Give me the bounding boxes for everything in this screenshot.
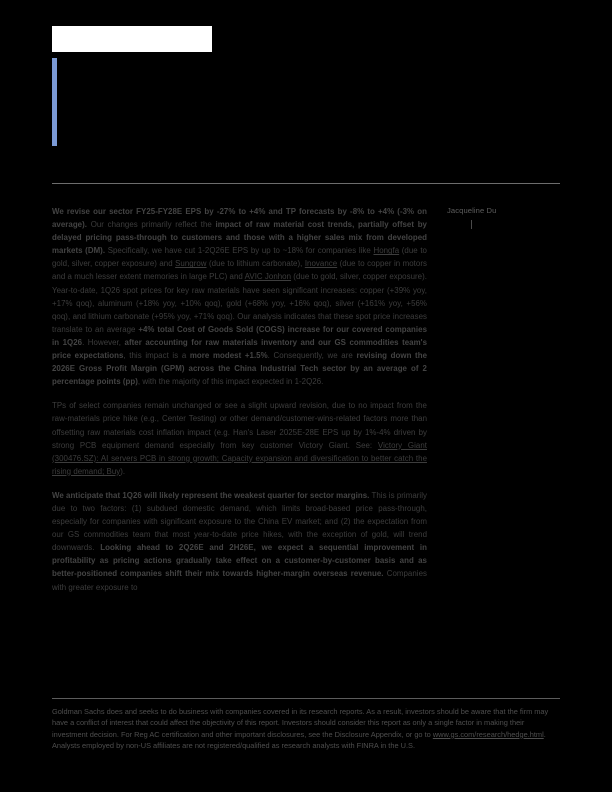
p1-run-7: (due to lithium carbonate), xyxy=(206,259,305,269)
header-divider xyxy=(52,183,560,184)
footer-link-1[interactable]: www.gs.com/research/hedge.html xyxy=(432,729,544,739)
p1-emphasis-14: after accounting for raw materials inventory and our GS commodities team's price expectations xyxy=(52,337,428,361)
p3-emphasis-2: Looking ahead to 2Q26E and 2H26E, we expect a sequential improvement in profitability as pricing actions gradually take effect on a customer-by-customer basis and as better-positioned companies shift their mix towards higher-margin overseas revenue. xyxy=(52,543,427,579)
p1-emphasis-0: We revise our sector FY25-FY28E EPS by -27% to +4% and TP forecasts by -8% to +4% (-3% on average). xyxy=(52,207,427,230)
p1-emphasis-16: more modest +1.5% xyxy=(189,351,268,361)
body-column xyxy=(52,205,427,605)
footer-run-0: Goldman Sachs does and seeks to do business with companies covered in its research reports. As a result, investors should be aware that the firm may have a conflict of interest that could affect the objectivity of this report. Investors should consider this report as only a single factor in making their investment decision. For Reg AC certification and other important disclosures, see the Disclosure Appendix, or go to xyxy=(52,707,549,739)
p1-run-1: Our changes primarily reflect the xyxy=(87,220,216,230)
p3-run-3: Companies with greater exposure to xyxy=(52,569,427,592)
p1-run-11: (due to gold, silver, copper exposure). Year-to-date, 1Q26 spot prices for key raw materials have seen significant increases: copper (+39% yoy, +17% qoq), aluminum (+18% yoy, +10% qoq), gold (+68% yoy, +16% qoq), silver (+161% yoy, +56% qoq), and lithium carbonate (+95% yoy, +71% qoq). Our analysis indicates that these spot price increases translate to an average xyxy=(52,272,427,334)
p1-emphasis-2: impact of raw material cost trends, partially offset by delayed pricing pass-through to customers and those with a higher sales mix from developed markets (DM). xyxy=(52,220,427,256)
footer-run-2: . Analysts employed by non-US affiliates are not registered/qualified as research analysts with FINRA in the U.S. xyxy=(52,729,546,751)
paragraph-3 xyxy=(52,489,427,594)
paragraph-2 xyxy=(52,399,427,478)
p1-emphasis-18: revising down the 2026E Gross Profit Margin (GPM) across the China Industrial Tech sector by an average of 2 percentage points (pp) xyxy=(52,351,427,387)
p1-run-13: . However, xyxy=(82,337,125,347)
p2-run-2: ). xyxy=(120,466,126,476)
footer-divider xyxy=(52,698,560,699)
p1-link-10[interactable]: AVIC Jonhon xyxy=(244,272,292,282)
p1-run-15: , this impact is a xyxy=(123,351,190,361)
p1-link-8[interactable]: Inovance xyxy=(304,259,338,269)
p1-run-3: Specifically, we have cut 1-2Q26E EPS by up to ~18% for companies like xyxy=(105,246,374,256)
p2-run-0: TPs of select companies remain unchanged or see a slight upward revision, due to no impact from the raw-materials price hike (e.g., Center Testing) or other demand/customer-wins-related factors more than offsetting raw materials cost inflation impact (e.g. Han's Laser 2025E-28E EPS up by 1%-4% driven by strong PCB equipment demand especially from key customer Victory Giant. See: xyxy=(52,401,427,450)
p3-emphasis-0: We anticipate that 1Q26 will likely represent the weakest quarter for sector margins. xyxy=(52,490,370,500)
p3-run-1: This is primarily due to two factors: (1) subdued domestic demand, which limits broad-based price pass-through, especially for companies with significant exposure to the China EV market; and (2) the expectation from our GS commodities team that most year-to-date price hikes, with the exception of gold, will trend downwards. xyxy=(52,490,427,553)
p2-link-1[interactable]: Victory Giant (300476.SZ): AI servers PCB in strong growth; Capacity expansion and diversification to better catch the rising demand; Buy xyxy=(52,440,427,476)
p1-run-5: (due to gold, silver, copper exposure) and xyxy=(52,246,427,269)
p1-link-4[interactable]: Hongfa xyxy=(373,246,400,256)
disclosure-footer xyxy=(52,706,560,752)
masthead-logo-block xyxy=(52,26,212,52)
text-cursor xyxy=(471,220,472,229)
p1-emphasis-12: +4% total Cost of Goods Sold (COGS) increase for our covered companies in 1Q26 xyxy=(52,324,428,347)
p1-run-17: . Consequently, we are xyxy=(267,351,357,361)
p1-run-19: , with the majority of this impact expected in 1-2Q26. xyxy=(137,377,324,387)
paragraph-1 xyxy=(52,205,427,388)
p1-link-6[interactable]: Sungrow xyxy=(175,259,207,269)
p1-run-9: (due to copper in motors and a much lesser extent memories in large PLC) and xyxy=(52,259,427,282)
byline xyxy=(447,206,562,229)
byline-author: Jacqueline Du xyxy=(447,206,497,215)
accent-bar xyxy=(52,58,57,146)
